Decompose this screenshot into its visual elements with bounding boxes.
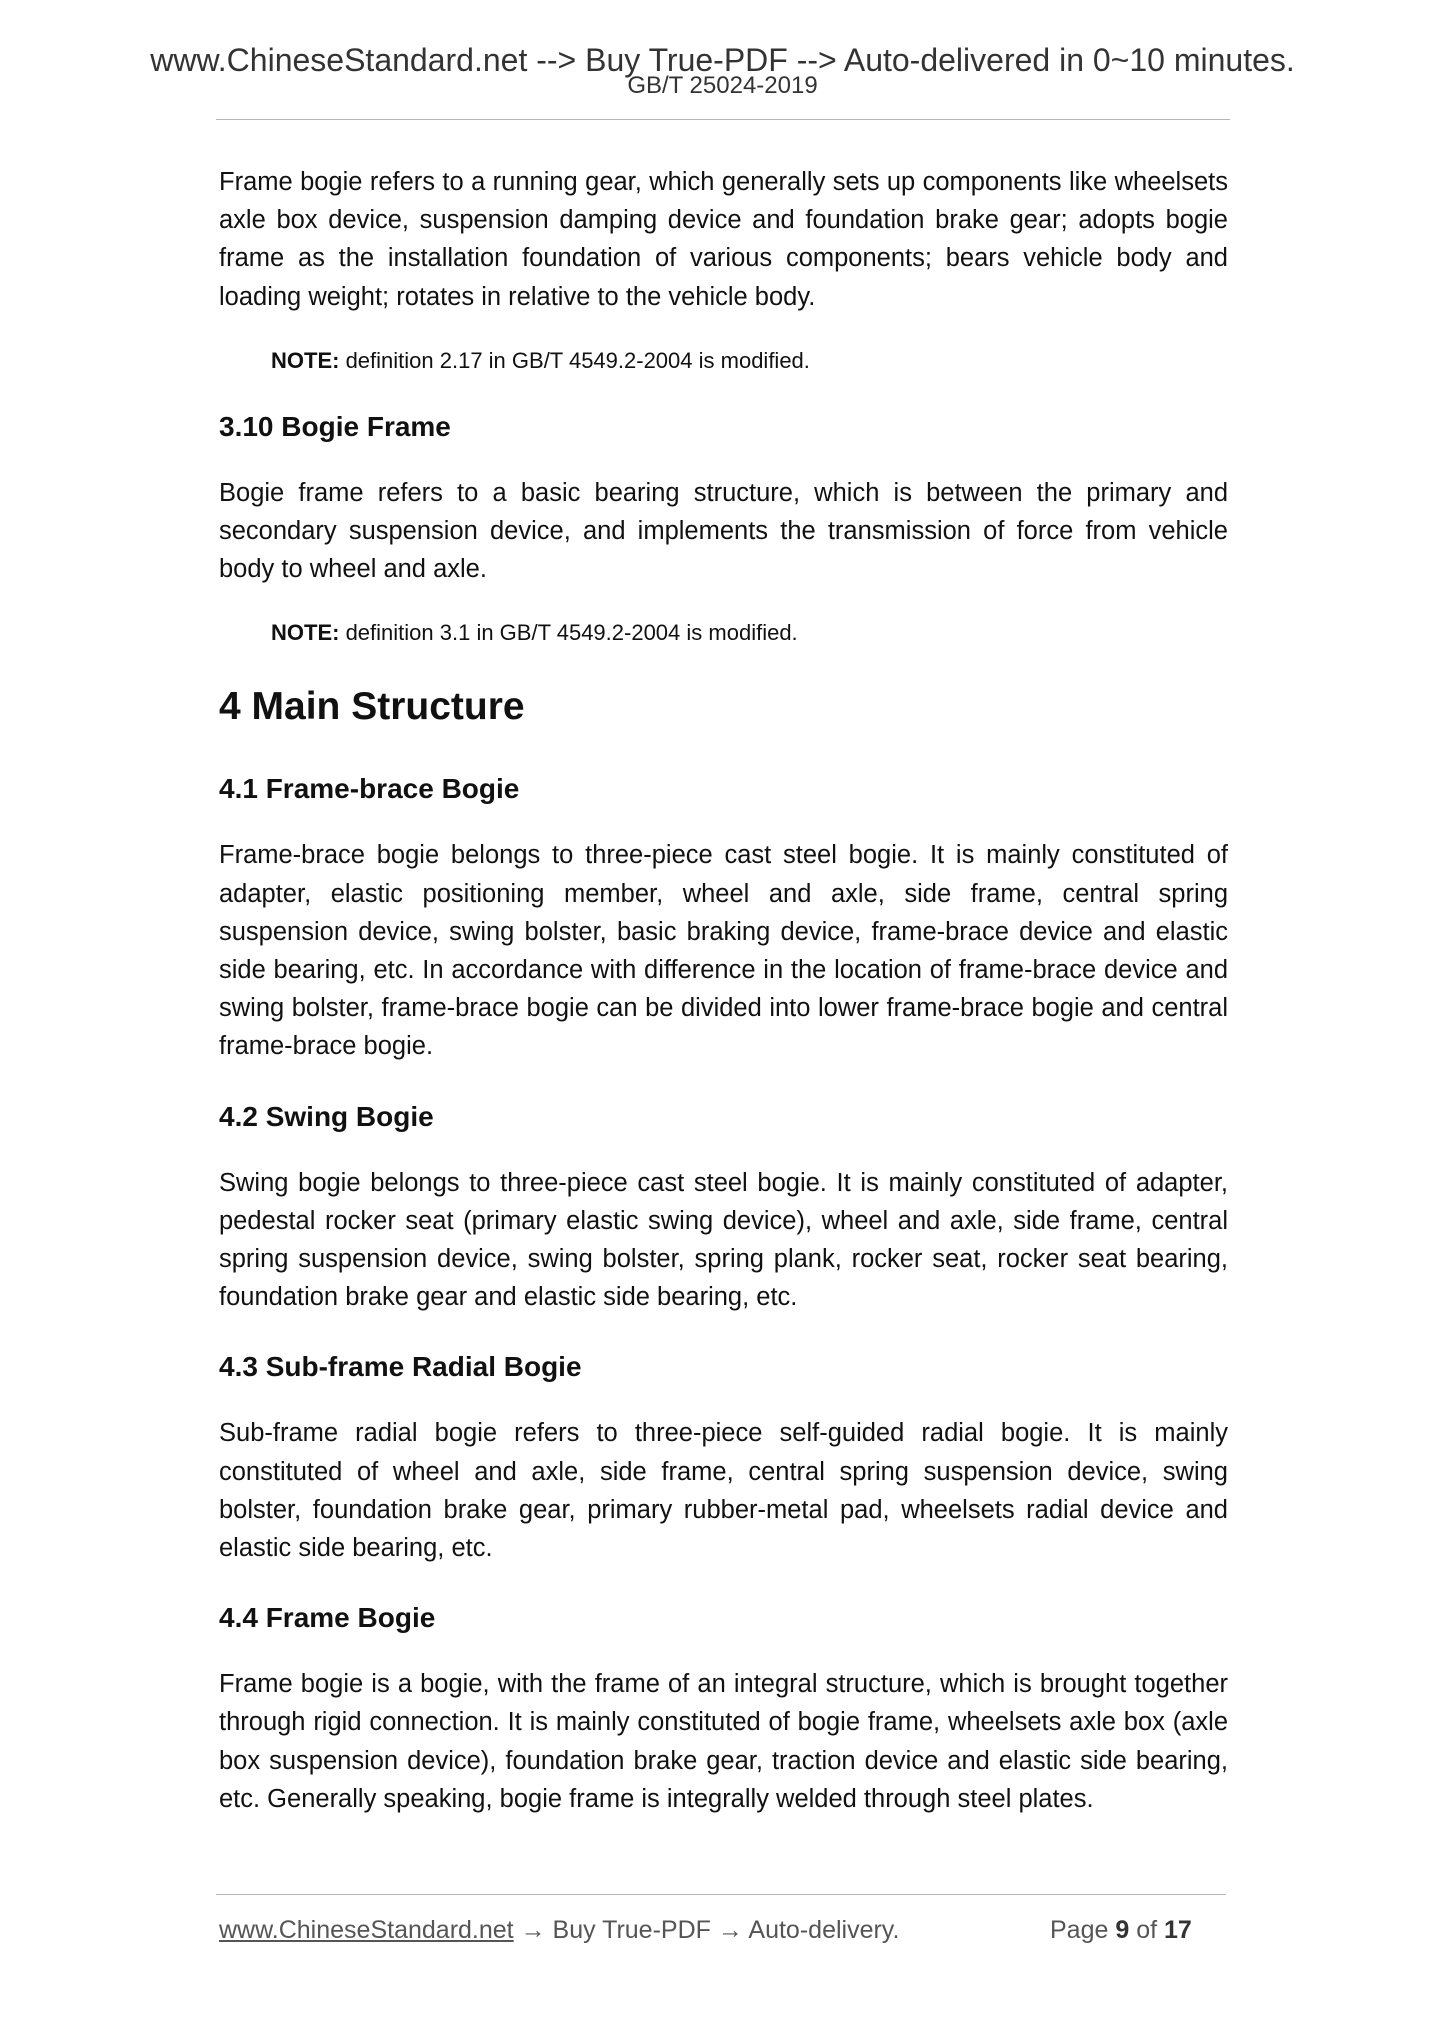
section-4-3-heading: 4.3 Sub-frame Radial Bogie [219,1351,582,1383]
note-text: definition 2.17 in GB/T 4549.2-2004 is modified. [339,347,810,373]
note-2 [271,618,1228,648]
section-4-3-paragraph: Sub-frame radial bogie refers to three-piece self-guided radial bogie. It is mainly constituted of wheel and axle, side frame, central spring suspension device, swing bolster, foundation brake gear, primary rubber-metal pad, wheelsets radial device and elastic side bearing, etc. [219,1419,1228,1563]
footer-buy-text: Buy True-PDF [545,1916,718,1944]
section-3-10-heading: 3.10 Bogie Frame [219,410,451,442]
note-1 [271,346,1228,376]
arrow-right-icon: → [520,1916,546,1944]
section-4-2-paragraph: Swing bogie belongs to three-piece cast steel bogie. It is mainly constituted of adapter, pedestal rocker seat (primary elastic swing device), wheel and axle, side frame, central spring suspension device, swing bolster, spring plank, rocker seat, rocker seat bearing, foundation brake gear and elastic side bearing, etc. [219,1168,1228,1312]
intro-paragraph: Frame bogie refers to a running gear, which generally sets up components like wheelsets axle box device, suspension damping device and foundation brake gear; adopts bogie frame as the installation foundation of various components; bears vehicle body and loading weight; rotates in relative to the vehicle body. [219,168,1228,311]
section-4-2-heading: 4.2 Swing Bogie [219,1100,434,1132]
section-4-4-paragraph: Frame bogie is a bogie, with the frame of an integral structure, which is brought together through rigid connection. It is mainly constituted of bogie frame, wheelsets axle box (axle box suspension device), foundation brake gear, traction device and elastic side bearing, etc. Generally speaking, bogie frame is integrally welded through steel plates. [219,1670,1228,1813]
footer-site-link[interactable]: www.ChineseStandard.net [219,1916,514,1944]
section-3-10-paragraph: Bogie frame refers to a basic bearing structure, which is between the primary and secondary suspension device, and implements the transmission of force from vehicle body to wheel and axle. [219,478,1228,584]
note-label: NOTE: [271,347,340,373]
page-label: Page [1050,1916,1116,1944]
page-total: 17 [1164,1916,1192,1944]
of-label: of [1129,1916,1164,1944]
page-indicator [1050,1914,1192,1946]
footer-left [219,1914,899,1946]
page-content [219,163,1228,1818]
footer-delivery-text: Auto-delivery. [742,1916,900,1944]
footer-divider [216,1894,1226,1895]
note-text: definition 3.1 in GB/T 4549.2-2004 is modified. [339,620,798,646]
section-4-1-paragraph: Frame-brace bogie belongs to three-piece cast steel bogie. It is mainly constituted of adapter, elastic positioning member, wheel and axle, side frame, central spring suspension device, swing bolster, basic braking device, frame-brace device and elastic side bearing, etc. In accordance with difference in the location of frame-brace device and swing bolster, frame-brace bogie can be divided into lower frame-brace bogie and central frame-brace bogie. [219,841,1228,1061]
section-4-1-heading: 4.1 Frame-brace Bogie [219,773,520,805]
arrow-right-icon: → [717,1916,743,1944]
page-number: 9 [1115,1916,1130,1944]
note-label: NOTE: [271,620,340,646]
section-4-4-heading: 4.4 Frame Bogie [219,1602,436,1634]
document-id: GB/T 25024-2019 [627,72,818,99]
section-4-heading: 4 Main Structure [219,685,525,729]
top-banner: www.ChineseStandard.net --> Buy True-PDF --> Auto-delivered in 0~10 minutes. [150,42,1295,78]
header-divider [216,119,1230,120]
